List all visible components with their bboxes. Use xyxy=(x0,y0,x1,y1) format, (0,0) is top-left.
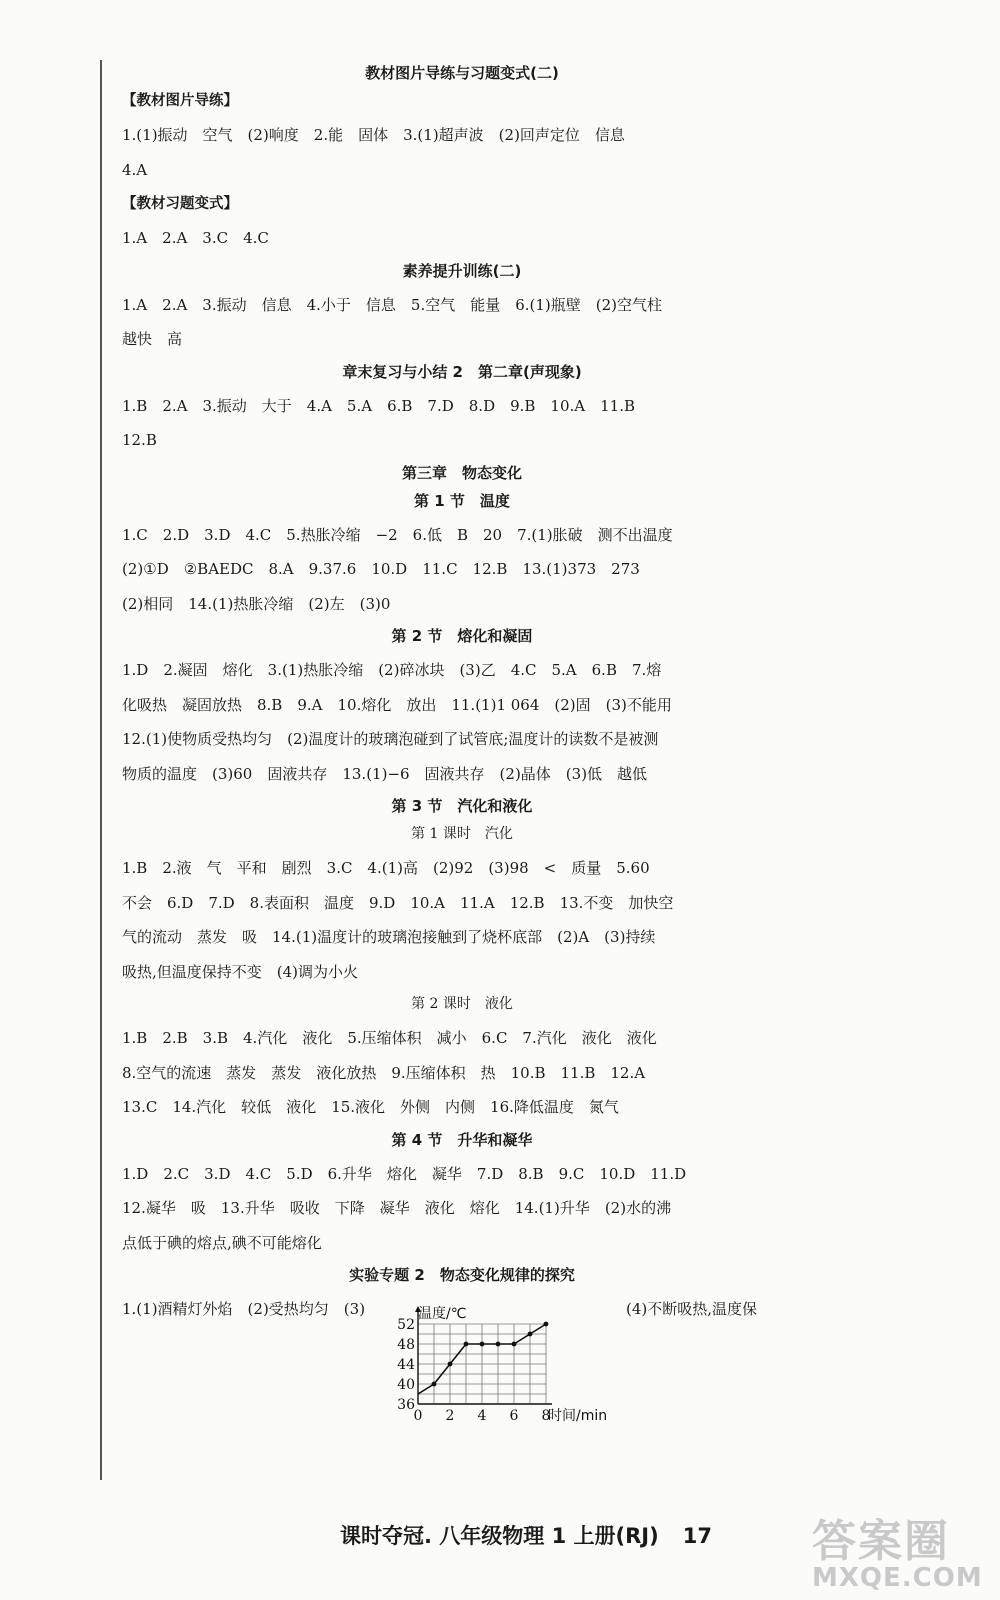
section-heading: 教材图片导练与习题变式(二) xyxy=(365,64,559,82)
answer-line: 1.(1)振动 空气 (2)响度 2.能 固体 3.(1)超声波 (2)回声定位 信息 xyxy=(122,126,625,144)
section-tag: 【教材图片导练】 xyxy=(122,93,238,109)
answer-line: 1.A 2.A 3.振动 信息 4.小于 信息 5.空气 能量 6.(1)瓶壁 (2)空气柱 xyxy=(122,295,663,314)
section-heading: 第 3 节 汽化和液化 xyxy=(391,797,533,815)
x-tick-label: 0 xyxy=(413,1408,423,1424)
answer-line: 1.B 2.A 3.振动 大于 4.A 5.A 6.B 7.D 8.D 9.B 10.A 11.B xyxy=(122,396,635,415)
y-tick-label: 36 xyxy=(397,1397,415,1413)
data-point xyxy=(512,1342,517,1347)
answer-line: (2)相同 14.(1)热胀冷缩 (2)左 (3)0 xyxy=(122,594,391,613)
answer-line: 越快 高 xyxy=(122,330,183,348)
answer-line: 1.B 2.B 3.B 4.汽化 液化 5.压缩体积 减小 6.C 7.汽化 液化 液化 xyxy=(122,1029,657,1047)
y-tick-label: 52 xyxy=(397,1317,415,1333)
experiment-row xyxy=(122,1292,802,1422)
section-heading: 第 2 节 熔化和凝固 xyxy=(391,627,533,645)
answer-line: 13.C 14.汽化 较低 液化 15.液化 外侧 内侧 16.降低温度 氮气 xyxy=(122,1098,619,1116)
x-tick-label: 2 xyxy=(445,1408,455,1424)
experiment-answer-right: (4)不断吸热,温度保 xyxy=(626,1300,758,1318)
answer-line: 1.D 2.C 3.D 4.C 5.D 6.升华 熔化 凝华 7.D 8.B 9.C 10.D 11.D xyxy=(122,1164,687,1183)
section-heading: 第 2 课时 液化 xyxy=(411,996,513,1012)
answer-line: (2)①D ②BAEDC 8.A 9.37.6 10.D 11.C 12.B 13.(1)373 273 xyxy=(122,560,640,578)
book-title: 课时夺冠. 八年级物理 1 上册(RJ) xyxy=(340,1524,659,1548)
data-point xyxy=(528,1332,533,1337)
answer-line: 物质的温度 (3)60 固液共存 13.(1)−6 固液共存 (2)晶体 (3)低 越低 xyxy=(122,764,648,783)
data-point xyxy=(464,1342,469,1347)
answer-line: 点低于碘的熔点,碘不可能熔化 xyxy=(122,1233,322,1252)
answer-line: 吸热,但温度保持不变 (4)调为小火 xyxy=(122,962,359,981)
answer-content xyxy=(122,58,802,1422)
answer-line: 1.D 2.凝固 熔化 3.(1)热胀冷缩 (2)碎冰块 (3)乙 4.C 5.A 6.B 7.熔 xyxy=(122,661,662,679)
page-footer xyxy=(340,1520,712,1550)
section-heading: 第 1 节 温度 xyxy=(414,491,510,510)
section-heading: 第 1 课时 汽化 xyxy=(411,826,513,842)
temperature-time-chart xyxy=(380,1306,610,1426)
x-tick-label: 8 xyxy=(541,1408,551,1424)
answer-line: 气的流动 蒸发 吸 14.(1)温度计的玻璃泡接触到了烧杯底部 (2)A (3)持续 xyxy=(122,928,656,946)
data-point xyxy=(432,1382,437,1387)
section-heading: 第 4 节 升华和凝华 xyxy=(391,1130,533,1149)
x-axis-label: 时间/min xyxy=(548,1408,608,1424)
section-tag: 【教材习题变式】 xyxy=(122,196,238,212)
section-heading: 第三章 物态变化 xyxy=(401,463,522,482)
answer-line: 12.(1)使物质受热均匀 (2)温度计的玻璃泡碰到了试管底;温度计的读数不是被测 xyxy=(122,730,659,748)
x-tick-label: 6 xyxy=(509,1408,519,1424)
answer-line: 12.凝华 吸 13.升华 吸收 下降 凝华 液化 熔化 14.(1)升华 (2)水的沸 xyxy=(122,1199,672,1217)
data-point xyxy=(448,1362,453,1367)
answer-line: 1.C 2.D 3.D 4.C 5.热胀冷缩 −2 6.低 B 20 7.(1)胀破 测不出温度 xyxy=(122,525,673,544)
watermark-logo xyxy=(812,1505,983,1593)
section-heading: 章末复习与小结 2 第二章(声现象) xyxy=(342,362,582,381)
y-tick-label: 44 xyxy=(397,1357,415,1373)
answer-line: 化吸热 凝固放热 8.B 9.A 10.熔化 放出 11.(1)1 064 (2)固 (3)不能用 xyxy=(122,695,672,714)
data-point xyxy=(544,1322,549,1327)
y-tick-label: 48 xyxy=(397,1337,415,1353)
section-heading: 实验专题 2 物态变化规律的探究 xyxy=(349,1266,575,1284)
answer-line: 1.B 2.液 气 平和 剧烈 3.C 4.(1)高 (2)92 (3)98 < 质量 5.60 xyxy=(122,859,650,877)
watermark-url: MXQE.COM xyxy=(812,1563,983,1593)
x-tick-label: 4 xyxy=(477,1408,487,1424)
section-heading: 素养提升训练(二) xyxy=(402,261,522,280)
experiment-answer-left: 1.(1)酒精灯外焰 (2)受热均匀 (3) xyxy=(122,1300,366,1318)
answer-line: 不会 6.D 7.D 8.表面积 温度 9.D 10.A 11.A 12.B 13.不变 加快空 xyxy=(122,893,674,912)
y-axis-label: 温度/℃ xyxy=(418,1306,467,1322)
answer-line: 12.B xyxy=(122,431,157,449)
answer-line: 8.空气的流速 蒸发 蒸发 液化放热 9.压缩体积 热 10.B 11.B 12.A xyxy=(122,1063,646,1082)
answer-line: 1.A 2.A 3.C 4.C xyxy=(122,229,269,247)
y-tick-label: 40 xyxy=(397,1377,415,1393)
watermark-text: 答案圈 xyxy=(812,1516,950,1567)
data-point xyxy=(480,1342,485,1347)
left-margin-rule xyxy=(100,60,102,1480)
page-number: 17 xyxy=(682,1524,712,1548)
data-point xyxy=(496,1342,501,1347)
answer-line: 4.A xyxy=(122,160,148,179)
